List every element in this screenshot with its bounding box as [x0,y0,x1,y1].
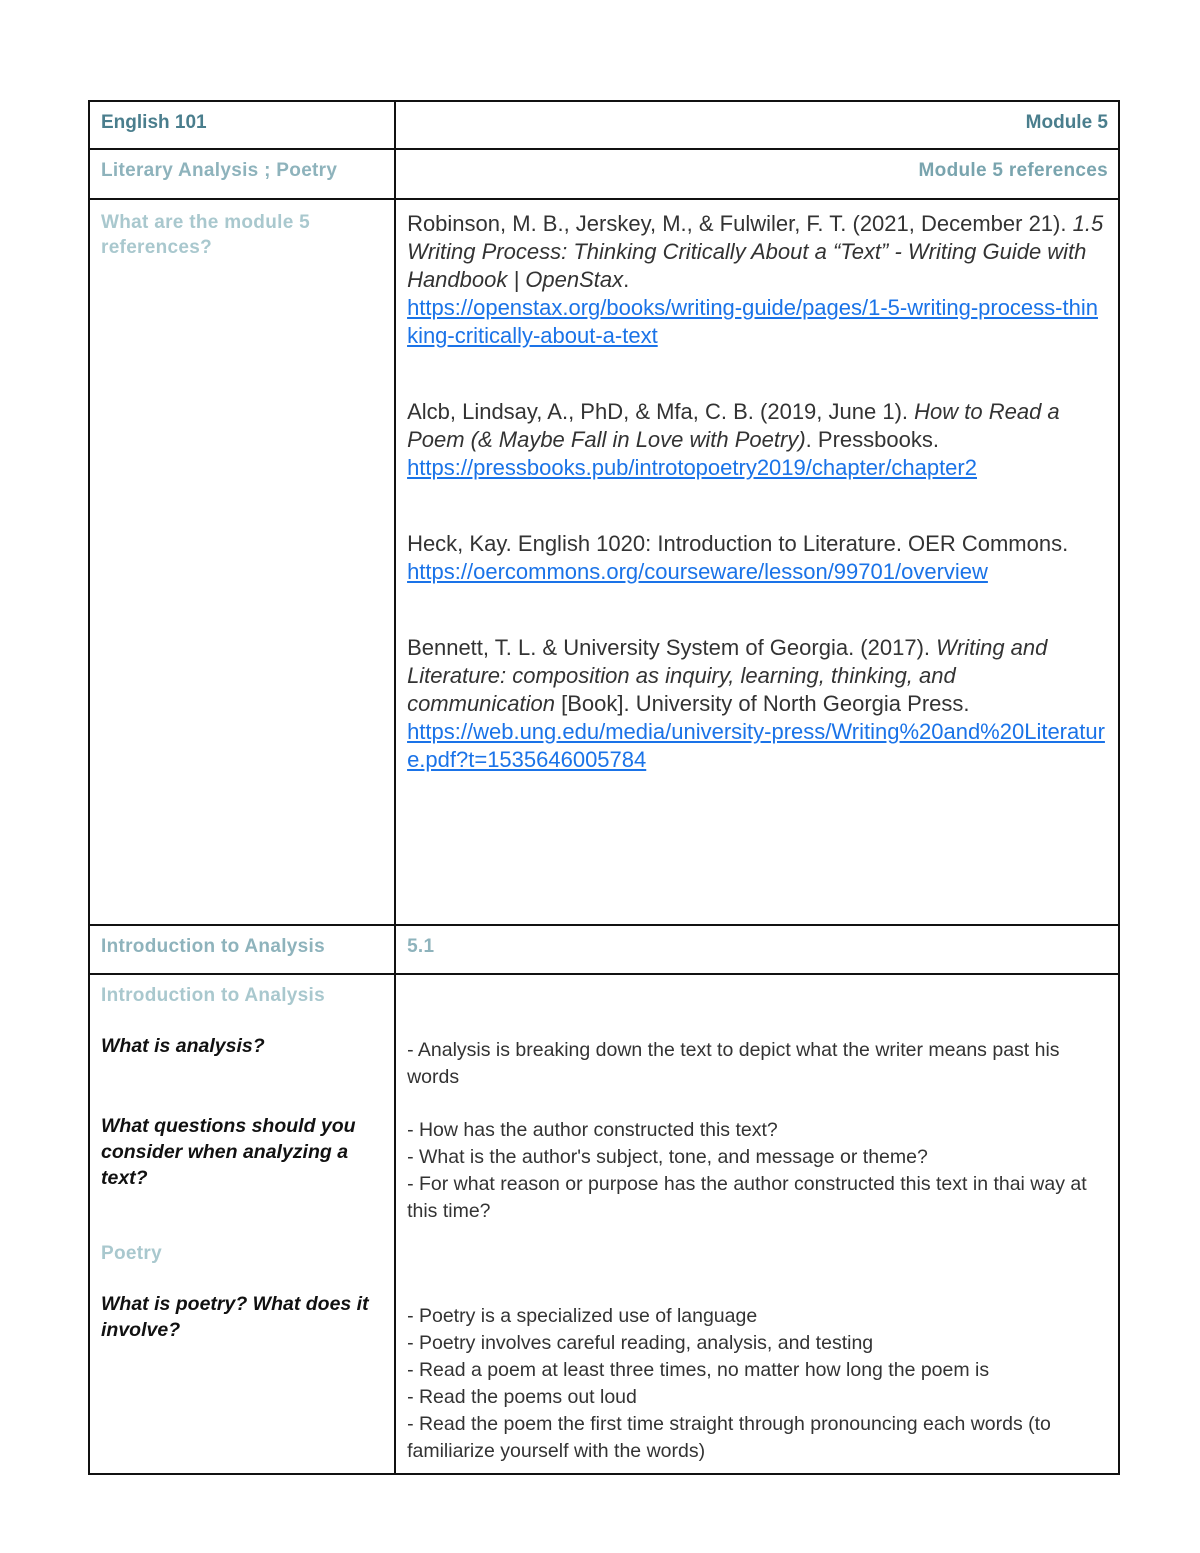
answer-line: - How has the author constructed this text? [407,1119,778,1141]
reference-text-end: . [623,267,630,292]
section-title: Introduction to Analysis [89,925,395,974]
reference-item [407,530,1108,586]
module-title: Module 5 [395,101,1119,149]
poetry-heading: Poetry [101,1243,162,1264]
answer-line: - Read a poem at least three times, no matter how long the poem is [407,1359,990,1381]
notes-questions [89,974,395,1474]
answer-line: - For what reason or purpose has the author constructed this text in thai way at this time? [407,1173,1087,1222]
answer-line: - Read the poem the first time straight through pronouncing each words (to familiarize yourself with the words) [407,1413,1051,1462]
reference-title: How to Read a Poem (& Maybe Fall in Love with Poetry) [407,399,1060,452]
reference-item [407,398,1108,482]
reference-link[interactable]: https://openstax.org/books/writing-guide/pages/1-5-writing-process-thinking-critically-about-a-text [407,295,1098,348]
reference-text: Alcb, Lindsay, A., PhD, & Mfa, C. B. (2019, June 1). [407,399,915,424]
reference-link[interactable]: https://oercommons.org/courseware/lesson/99701/overview [407,559,988,584]
answer-line: - Read the poems out loud [407,1386,637,1408]
reference-item [407,210,1108,350]
question-poetry: What is poetry? What does it involve? [101,1293,369,1341]
references-row [89,199,1119,925]
header-row [89,101,1119,149]
course-title: English 101 [89,101,395,149]
reference-text: Bennett, T. L. & University System of Georgia. (2017). [407,635,937,660]
reference-text-end: [Book]. University of North Georgia Press. [555,691,970,716]
answer-line: - Poetry involves careful reading, analysis, and testing [407,1332,874,1354]
answer-line: - What is the author's subject, tone, and message or theme? [407,1146,928,1168]
notes-row [89,974,1119,1474]
reference-text: Heck, Kay. English 1020: Introduction to Literature. OER Commons. [407,531,1069,556]
topic-row [89,149,1119,199]
notes-table [88,100,1120,1475]
reference-text-end: . Pressbooks. [805,427,939,452]
reference-link[interactable]: https://pressbooks.pub/introtopoetry2019/chapter/chapter2 [407,455,977,480]
question-analyzing: What questions should you consider when analyzing a text? [101,1115,356,1189]
reference-title: 1.5 Writing Process: Thinking Critically About a “Text” - Writing Guide with Handbook | OpenStax [407,211,1104,292]
section-row [89,925,1119,974]
answer-line: - Analysis is breaking down the text to depict what the writer means past his words [407,1039,1060,1088]
question-analysis: What is analysis? [101,1035,265,1057]
references-question: What are the module 5 references? [101,212,311,258]
module-references-title: Module 5 references [395,149,1119,199]
reference-link[interactable]: https://web.ung.edu/media/university-press/Writing%20and%20Literature.pdf?t=1535646005784 [407,719,1105,772]
topic-title: Literary Analysis ; Poetry [89,149,395,199]
references-list [395,199,1119,925]
reference-text: Robinson, M. B., Jerskey, M., & Fulwiler, F. T. (2021, December 21). [407,211,1073,236]
reference-item [407,634,1108,774]
section-number: 5.1 [395,925,1119,974]
notes-answers [395,974,1119,1474]
reference-title: Writing and Literature: composition as inquiry, learning, thinking, and communication [407,635,1048,716]
intro-heading: Introduction to Analysis [101,985,325,1006]
answer-line: - Poetry is a specialized use of language [407,1305,758,1327]
references-question-cell [89,199,395,925]
